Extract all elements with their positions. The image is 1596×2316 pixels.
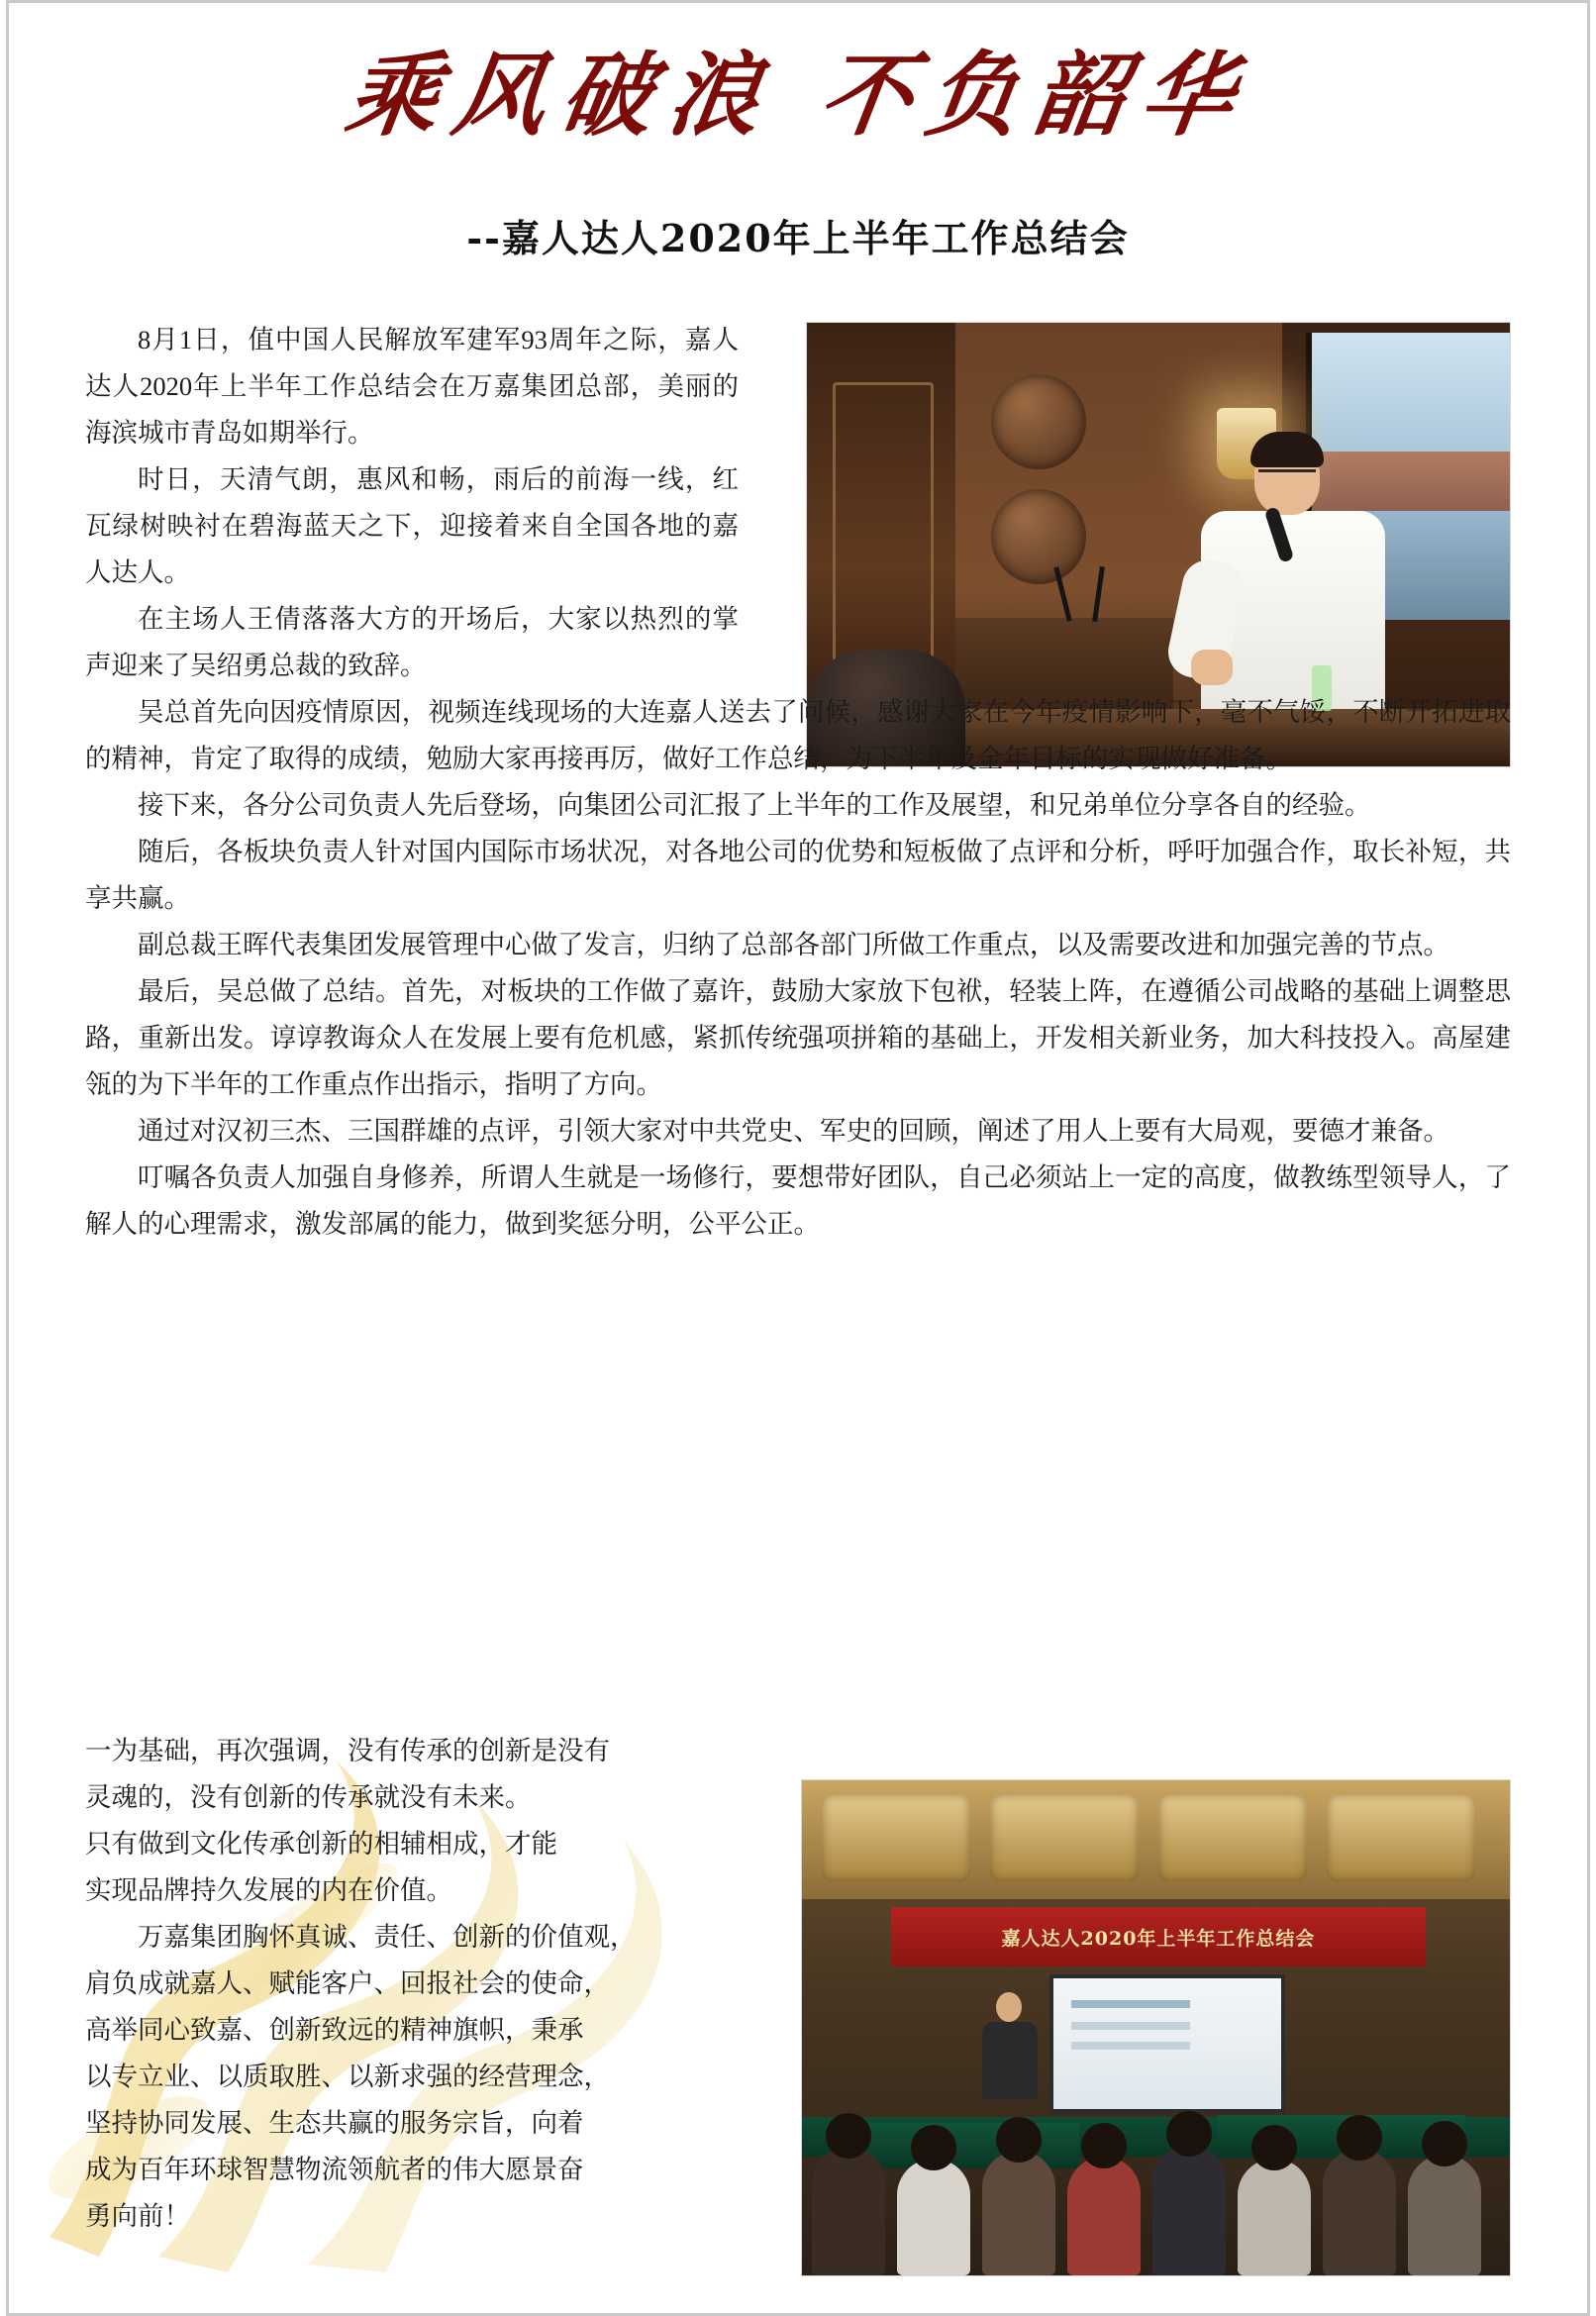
lower-line-1: 一为基础，再次强调，没有传承的创新是没有	[85, 1736, 610, 1765]
lower-line-2: 灵魂的，没有创新的传承就没有未来。	[85, 1782, 532, 1812]
page-border-top	[6, 0, 1590, 3]
article-body-lower	[85, 1728, 778, 2240]
page-title	[0, 42, 1596, 149]
paragraph-8: 最后，吴总做了总结。首先，对板块的工作做了嘉许，鼓励大家放下包袱，轻装上阵，在遵循公司战略的基础上调整思路，重新出发。谆谆教诲众人在发展上要有危机感，紧抓传统强项拼箱的基础上，开发相关新业务，加大科技投入。高屋建瓴的为下半年的工作重点作出指示，指明了方向。	[85, 976, 1511, 1099]
stage-banner: 嘉人达人2020年上半年工作总结会	[891, 1907, 1426, 1966]
ceiling-panel-3	[1158, 1794, 1307, 1881]
title-part-1: 乘风破浪	[340, 42, 783, 149]
lower-line-5: 万嘉集团胸怀真诚、责任、创新的价值观，	[138, 1922, 637, 1952]
paragraph-9: 通过对汉初三杰、三国群雄的点评，引领大家对中共党史、军史的回顾，阐述了用人上要有大局观，要德才兼备。	[138, 1116, 1449, 1146]
lower-line-9: 坚持协同发展、生态共赢的服务宗旨，向着	[85, 2108, 584, 2138]
paragraph-7: 副总裁王晖代表集团发展管理中心做了发言，归纳了总部各部门所做工作重点，以及需要改进和加强完善的节点。	[138, 930, 1449, 959]
page-border-left	[6, 0, 9, 2316]
paragraph-10: 叮嘱各负责人加强自身修养，所谓人生就是一场修行，要想带好团队，自己必须站上一定的高度，做教练型领导人，了解人的心理需求，激发部属的能力，做到奖惩分明，公平公正。	[85, 1162, 1511, 1239]
paragraph-2: 时日，天清气朗，惠风和畅，雨后的前海一线，红瓦绿树映衬在碧海蓝天之下，迎接着来自全国各地的嘉人达人。	[85, 464, 739, 587]
conference-audience-photo	[801, 1779, 1511, 2276]
paragraph-5: 接下来，各分公司负责人先后登场，向集团公司汇报了上半年的工作及展望，和兄弟单位分享各自的经验。	[138, 790, 1371, 820]
lower-line-6: 肩负成就嘉人、赋能客户、回报社会的使命，	[85, 1968, 610, 1998]
paragraph-4: 吴总首先向因疫情原因，视频连线现场的大连嘉人送去了问候，感谢大家在今年疫情影响下，毫不气馁，不断开拓进取的精神，肯定了取得的成绩，勉励大家再接再厉，做好工作总结，为下半年及全年目标的实现做好准备。	[85, 697, 1511, 773]
paragraph-1: 8月1日，值中国人民解放军建军93周年之际，嘉人达人2020年上半年工作总结会在万嘉集团总部，美丽的海滨城市青岛如期举行。	[85, 325, 739, 448]
ceiling-panel-4	[1327, 1794, 1475, 1881]
paragraph-3: 在主场人王倩落落大方的开场后，大家以热烈的掌声迎来了吴绍勇总裁的致辞。	[85, 604, 739, 680]
lower-line-7: 高举同心致嘉、创新致远的精神旗帜，秉承	[85, 2015, 584, 2045]
audience-group	[802, 2067, 1510, 2275]
lower-line-3: 只有做到文化传承创新的相辅相成，才能	[85, 1829, 557, 1859]
paragraph-6: 随后，各板块负责人针对国内国际市场状况，对各地公司的优势和短板做了点评和分析，呼吁加强合作，取长补短，共享共赢。	[85, 837, 1511, 913]
page-subtitle: --嘉人达人2020年上半年工作总结会	[466, 216, 1130, 260]
page-border-right	[1587, 0, 1590, 2316]
lower-line-10: 成为百年环球智慧物流领航者的伟大愿景奋	[85, 2155, 584, 2184]
lower-line-4: 实现品牌持久发展的内在价值。	[85, 1875, 452, 1905]
ceiling-panel-2	[990, 1794, 1139, 1881]
lower-line-11: 勇向前！	[85, 2201, 190, 2231]
title-part-2: 不负韶华	[813, 42, 1256, 149]
ceiling-panel-1	[822, 1794, 970, 1881]
presenter-head	[996, 1992, 1022, 2022]
article-body	[85, 317, 1511, 1248]
lower-line-8: 以专立业、以质取胜、以新求强的经营理念，	[85, 2062, 610, 2091]
